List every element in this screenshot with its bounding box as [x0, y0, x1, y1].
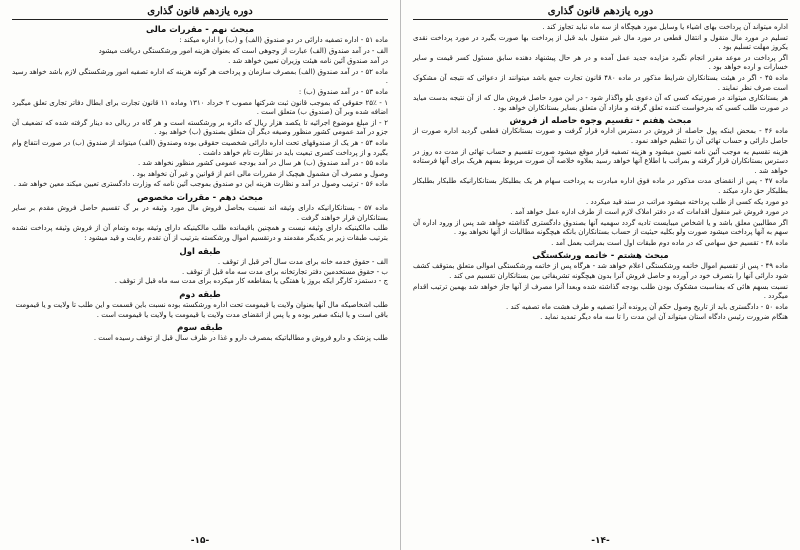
paragraph: ماده ۴۶ - بمحض اینکه پول حاصله از فروش در دسترس اداره قرار گرفت و صورت بستانکاران قطعی گردید اداره صورت از حاصل دارائی و حساب تهائی آن را تنظیم خواهد نمود . — [413, 127, 788, 145]
tier-item: طلب پزشک و دارو فروش و مطالباتیکه بمصرف دارو و غذا در ظرف سال قبل از توقف رسیده است . — [93, 334, 388, 343]
paragraph: ماده ۴۸ - تقسیم حق سهامی که در ماده دوم طبقات اول است بمراتب بعمل آمد . — [551, 238, 788, 247]
tier-heading: طبقه دوم — [179, 290, 221, 301]
paragraph: هر بستانکاری میتواند در صورتیکه کسی که آن دعوی بلو واگذار شود - در این مورد حاصل فروش مال که از آن نتیجه بدست میاید در صورت طلب کسی که بدرخواست کننده تعلق گرفته و مازاد آن متعلق بسایر بستانکاران خواهد بود . — [413, 94, 788, 112]
paragraph: الف - در آمد صندوق (الف) عبارت از وجوهی است که بعنوان هزینه امور ورشکستگی دریافت میشود — [98, 46, 388, 55]
paragraph: ماده ۵۶ - ترتیب وصول در آمد و نظارت هزینه این دو صندوق بموجب آئین نامه که وزارت دادگستری تعیین میکند معین خواهد شد . — [13, 180, 388, 189]
right-page — [400, 0, 800, 550]
section-heading: مبحث هشتم - خاتمه ورشکستگی — [532, 251, 669, 262]
right-running-head: دوره یازدهم قانون گذاری — [413, 6, 788, 20]
paragraph: ماده ۵۴ - هر یک از صندوقهای تحت اداره دارائی شخصیت حقوقی بوده وصندوق (الف) میتواند از صندوق (ب) در صورت انتفاع وام بگیرد و از پرداخت کسری تبعیت باید در نظارت تام خواهد داشت . — [12, 138, 388, 157]
tier-item: طلب اشخاصیکه مال آنها بعنوان ولایت یا قیمومت تحت اداره ورشکسته بوده نسبت باین قسمت و این طلب تا ولایت و یا قیمومت باقی است و یا اینکه صغیر بوده و یا پس از انقضای مدت ولایت یا قیمومت یا ولایت یا قیمومت است . — [15, 301, 388, 319]
paragraph: اگر مطالبین معلق باشد و یا اشخاص میبایست تادیه گردد سهمیه آنها بصندوق دادگستری گذاشته خواهد شد پس از ورود اداره آن سهم به آنها پرداخت میشود صورت ولو بکلیه حیثیت از حساب بستانکاران بانکه هیچگونه مطالبات از آنها نخواهد بود . — [413, 218, 788, 237]
paragraph: وصول و مصرف آن مشمول هیچیک از مقررات مالی اعم از قوانین و غیر آن نخواهد بود . — [132, 169, 388, 178]
tier-item: ج - دستمزد کارگر ایکه بروز یا هفتگی یا بمقاطعه کار میکرده برای مدت سه ماه قبل از توقف . — [114, 277, 388, 286]
paragraph: ماده ۵۳ - در آمد صندوق (ب) : — [298, 87, 388, 96]
section-heading: مبحث دهم - مقررات مخصوص — [137, 192, 263, 203]
left-page-body — [12, 23, 388, 244]
paragraph: طلب مالکینیکه دارای وثیقه نیست و همچنین باقیمانده طلب مالکینیکه دارای وثیقه بوده وتمام آن از فروش وثیقه پرداخت نشده بترتیب طبقات زیر بر یکدیگر مقدمند و درتقسیم اموال ورشکسته بترتیب از آن تقدم رعایت و قید میشود : — [12, 224, 388, 242]
section-heading: مبحث نهم - مقررات مالی — [146, 25, 254, 35]
left-page-tiers — [12, 244, 388, 344]
paragraph: در آمد صندوق آئین نامه هیئت وزیران تعیین خواهد شد . — [228, 57, 388, 66]
paragraph: هنگام ضرورت رئیس دادگاه استان میتواند آن این مدت را تا سه ماه دیگر تمدید نماید . — [540, 313, 788, 322]
paragraph: ۱ - ۲۵٪ حقوقی که بموجب قانون ثبت شرکتها مصوب ۲ خرداد ۱۳۱۰ وماده ۱۱ قانون تجارت برای ابطال دفاتر تجاری تعلق میگیرد اضافه شده وبر آن (صندوق ب) متعلق است . — [12, 98, 389, 117]
paragraph: ماده ۵۷ - بستانکارانیکه دارای وثیقه اند نسبت بحاصل فروش مال مورد وثیقه در بر گ تقسیم حاصل فروش مقدم بر سایر بستانکاران قرار خواهند گرفت . — [12, 203, 388, 222]
tier-item: الف - حقوق خدمه خانه برای مدت سال آخر قبل از توقف . — [217, 258, 388, 267]
section-heading: مبحث هفتم - تقسیم وجوه حاصله از فروش — [509, 116, 692, 127]
paragraph: ماده ۵۲ - در آمد صندوق (الف) بمصرف سازمان و پرداخت هر گونه هزینه که اداره تصفیه امور ورشکستگی لازم باشد خواهد رسید . — [12, 67, 388, 86]
paragraph: ۲ - از مبلغ موضوع اجرائیه تا یکصد هزار ریال که دائره بر ورشکسته است و هر گاه در ربالی ده دینار گرفته شده که تضعیف آن جزو در آمد عمومی کشور منظور وصیغه دیگر آن متعلق بصندوق (ب) خواهد بود . — [12, 118, 388, 137]
right-page-number: -۱۴- — [591, 536, 610, 546]
paragraph: ماده ۵۱ - اداره تصفیه دارائی در دو صندوق (الف) و (ب) را اداره میکند : — [179, 36, 388, 44]
paragraph: ماده ۵۵ - در آمد صندوق (ب) هر سال در آمد بودجه عمومی کشور منظور نخواهد شد . — [137, 159, 388, 168]
tier-heading: طبقه اول — [179, 247, 221, 258]
paragraph: در مورد فروش غیر منقول اقدامات که در دفتر املاک لازم است از طرف اداره عمل خواهد آمد . — [510, 208, 788, 217]
left-page-number: -۱۵- — [190, 536, 210, 546]
paragraph: نسبت بسهم هائی که بمناسبت مشکوک بودن طلب بودجه گذاشته شده وبعدا آنرا مصرف از آنها جاز خواهد شد بهمین ترتیب اقدام میگردد . — [413, 282, 788, 301]
paragraph: ماده ۴۹ - پس از تقسیم اموال خاتمه ورشکستگی اعلام خواهد شد - هرگاه پس از خاتمه ورشکستگی اموالی متعلق بمتوقف کشف شود دارائی آنها را بتصرف خود در آورده و حاصل فروش آنرا بدون هیچگونه تشریفاتی بین بستانکاران تقسیم می کند . — [413, 262, 788, 281]
paragraph: اگر پرداخت در موعد مقرر انجام نگیرد مزایده جدید عمل آمده و در هر حال پیشنهاد دهنده سابق مسئول کسر قیمت و سایر خسارات و ارده خواهد بود . — [413, 53, 788, 72]
left-running-head: دوره یازدهم قانون گذاری — [12, 6, 388, 20]
paragraph: ماده ۴۵ - اگر در هیئت بستانکاران شرایط مذکور در ماده ۴۸۰ قانون تجارت جمع باشد میتوانند از دعوائی که نتیجه آن مشکوک است صرف نظر نمایند . — [413, 73, 788, 92]
tier-item: ب - حقوق مستخدمین دفتر تجارتخانه برای مدت سه ماه قبل از توقف . — [181, 267, 388, 276]
paragraph: هزینه تقسیم به موجب آئین نامه تعیین میشود و هزینه تصفیه قرار موقع میشود صورت تقسیم و حساب تهائی از مدت ده روز در دسترس بستانکاران قرار گرفته و بمراتب با اطلاع آنها خواهد رسید بعلاوه خلاصه آن صورت مربوط بسهم هریک برای آنها فرستاده خواهد شد . — [413, 147, 788, 175]
paragraph: دو مورد یکه کسی از طلب پرداخته میشود مراتب در سند قید میکردد . — [586, 197, 788, 206]
paragraph: ماده ۵۰ - دادگستری باید از تاریخ وصول حکم آن پرونده آنرا تصفیه و طرف هشت ماه تصفیه کند . — [506, 302, 788, 311]
paragraph: ماده ۴۷ - پس از انقضای مدت مذکور در ماده فوق اداره مبادرت به پرداخت سهام هر یک بطلبکار بستانکارانیکه طلبکار بطلبکار بطلبکار حق دارد میکند . — [413, 177, 788, 195]
tier-heading: طبقه سوم — [177, 323, 223, 334]
right-page-body — [413, 23, 788, 324]
paragraph: اداره میتواند آن پرداخت بهای اشیاء یا وسایل مورد هیچگاه از سه ماه نباید تجاوز کند . — [542, 23, 788, 31]
paragraph: تسلیم در مورد مال منقول و انتقال قطعی در مورد مال غیر منقول باید قبل از پرداخت بها صورت بگیرد در مورد پرداخت نقدی یکروز مهلت تسلیم بود . — [413, 33, 788, 52]
